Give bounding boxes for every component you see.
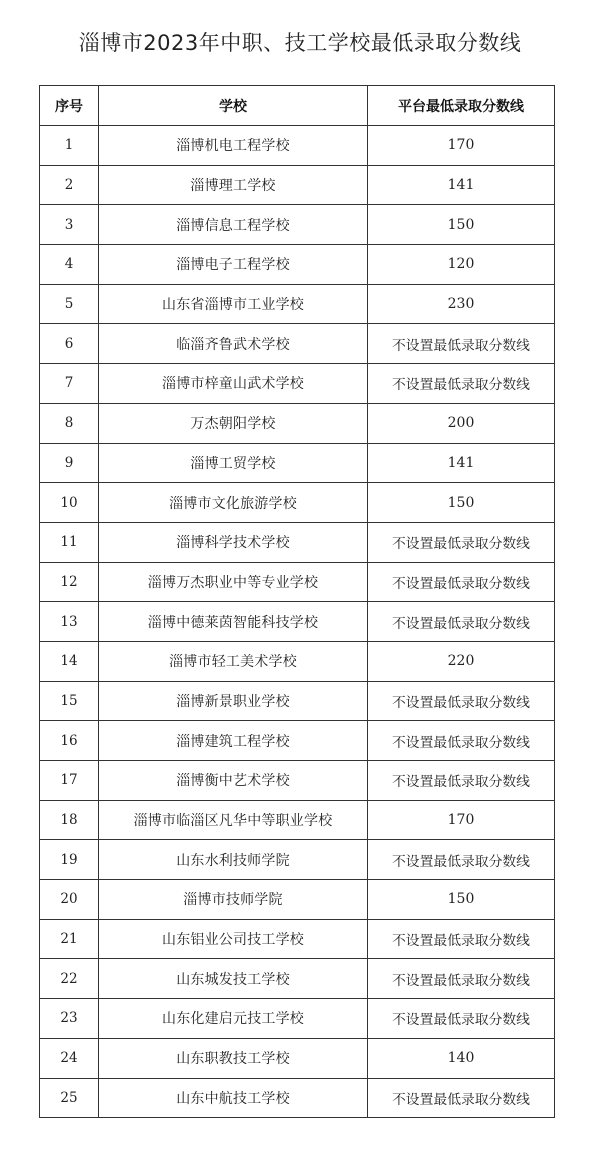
table-row [40,1078,555,1118]
row-school-name: 山东职教技工学校 [99,1038,368,1078]
row-school-name: 淄博中德莱茵智能科技学校 [99,602,368,642]
row-index: 24 [40,1038,99,1078]
row-school-name: 淄博市文化旅游学校 [99,483,368,523]
row-index: 18 [40,800,99,840]
row-min-score: 不设置最低录取分数线 [368,1078,555,1118]
row-index: 15 [40,681,99,721]
row-index: 10 [40,483,99,523]
row-index: 1 [40,126,99,166]
table-row [40,165,555,205]
row-index: 13 [40,602,99,642]
row-index: 14 [40,641,99,681]
row-school-name: 淄博万杰职业中等专业学校 [99,562,368,602]
table-row [40,126,555,166]
row-index: 11 [40,522,99,562]
row-min-score: 140 [368,1038,555,1078]
row-school-name: 淄博信息工程学校 [99,205,368,245]
table-row [40,641,555,681]
table-header-row [40,86,555,126]
table-row [40,800,555,840]
row-index: 12 [40,562,99,602]
row-min-score: 170 [368,800,555,840]
row-min-score: 不设置最低录取分数线 [368,919,555,959]
table-row [40,403,555,443]
row-index: 17 [40,761,99,801]
row-min-score: 150 [368,483,555,523]
row-min-score: 141 [368,443,555,483]
row-school-name: 淄博电子工程学校 [99,245,368,285]
row-school-name: 淄博市技师学院 [99,880,368,920]
row-min-score: 不设置最低录取分数线 [368,721,555,761]
table-row [40,840,555,880]
row-index: 8 [40,403,99,443]
row-school-name: 万杰朝阳学校 [99,403,368,443]
table-row [40,999,555,1039]
row-school-name: 淄博工贸学校 [99,443,368,483]
row-school-name: 临淄齐鲁武术学校 [99,324,368,364]
row-index: 21 [40,919,99,959]
table-header [40,86,555,126]
table-row [40,364,555,404]
table-row [40,443,555,483]
table-row [40,1038,555,1078]
row-index: 22 [40,959,99,999]
table-row [40,681,555,721]
table-row [40,324,555,364]
table-row [40,959,555,999]
row-min-score: 230 [368,284,555,324]
row-min-score: 不设置最低录取分数线 [368,602,555,642]
row-min-score: 不设置最低录取分数线 [368,840,555,880]
row-school-name: 淄博衡中艺术学校 [99,761,368,801]
row-school-name: 淄博机电工程学校 [99,126,368,166]
row-school-name: 淄博市轻工美术学校 [99,641,368,681]
row-min-score: 不设置最低录取分数线 [368,324,555,364]
table-row [40,245,555,285]
row-school-name: 山东中航技工学校 [99,1078,368,1118]
row-index: 25 [40,1078,99,1118]
row-min-score: 不设置最低录取分数线 [368,959,555,999]
header-school: 学校 [99,86,368,126]
row-min-score: 不设置最低录取分数线 [368,364,555,404]
row-school-name: 淄博理工学校 [99,165,368,205]
row-school-name: 山东城发技工学校 [99,959,368,999]
table-row [40,721,555,761]
table-row [40,761,555,801]
row-min-score: 不设置最低录取分数线 [368,522,555,562]
admission-score-table [39,85,555,1118]
row-school-name: 淄博市临淄区凡华中等职业学校 [99,800,368,840]
row-school-name: 山东化建启元技工学校 [99,999,368,1039]
row-min-score: 200 [368,403,555,443]
row-min-score: 220 [368,641,555,681]
header-index: 序号 [40,86,99,126]
row-school-name: 淄博新景职业学校 [99,681,368,721]
row-school-name: 山东铝业公司技工学校 [99,919,368,959]
row-school-name: 淄博建筑工程学校 [99,721,368,761]
row-index: 20 [40,880,99,920]
row-min-score: 不设置最低录取分数线 [368,562,555,602]
row-index: 4 [40,245,99,285]
row-min-score: 不设置最低录取分数线 [368,999,555,1039]
page-title: 淄博市2023年中职、技工学校最低录取分数线 [78,31,522,55]
row-min-score: 170 [368,126,555,166]
row-index: 3 [40,205,99,245]
row-min-score: 150 [368,880,555,920]
row-min-score: 120 [368,245,555,285]
row-index: 19 [40,840,99,880]
table-body [40,126,555,1118]
row-school-name: 淄博科学技术学校 [99,522,368,562]
header-score: 平台最低录取分数线 [368,86,555,126]
table-row [40,284,555,324]
row-index: 5 [40,284,99,324]
table-row [40,602,555,642]
row-index: 2 [40,165,99,205]
row-min-score: 141 [368,165,555,205]
row-index: 7 [40,364,99,404]
table-row [40,205,555,245]
row-index: 16 [40,721,99,761]
row-school-name: 山东省淄博市工业学校 [99,284,368,324]
table-row [40,522,555,562]
table-row [40,483,555,523]
row-school-name: 山东水利技师学院 [99,840,368,880]
row-min-score: 不设置最低录取分数线 [368,761,555,801]
table-row [40,880,555,920]
table-row [40,562,555,602]
row-min-score: 150 [368,205,555,245]
row-min-score: 不设置最低录取分数线 [368,681,555,721]
row-school-name: 淄博市梓童山武术学校 [99,364,368,404]
table-row [40,919,555,959]
row-index: 23 [40,999,99,1039]
row-index: 6 [40,324,99,364]
row-index: 9 [40,443,99,483]
